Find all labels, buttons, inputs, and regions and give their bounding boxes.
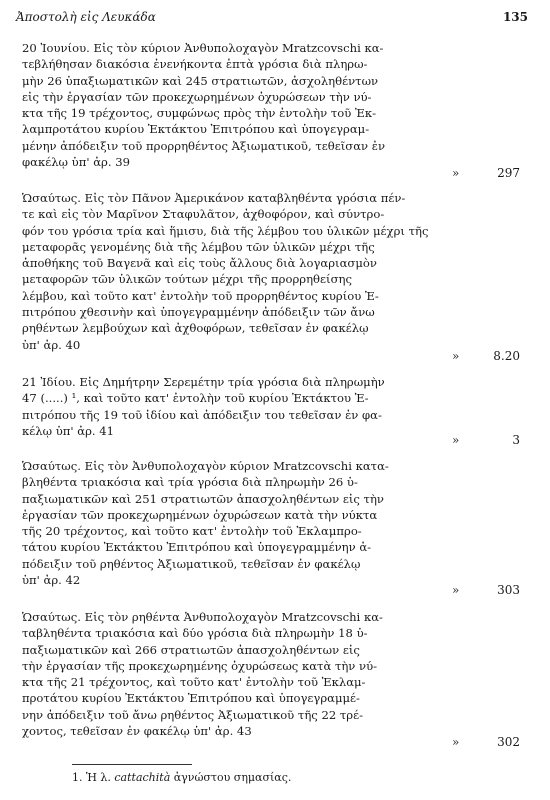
entry-line: χοντος, τεθεῖσαν ἐν φακέλῳ ὑπ' ἀρ. 43 — [22, 724, 252, 739]
entry-line: φακέλῳ ὑπ' ἀρ. 39 — [22, 155, 130, 170]
entry-line: βληθέντα τριακόσια καὶ τρία γρόσια διὰ πληρωμὴν 26 ὑ- — [22, 475, 358, 490]
entry-amount: 8.20 — [493, 349, 520, 363]
entry-line: ταβληθέντα τριακόσια καὶ δύο γρόσια διὰ πληρωμὴν 18 ὑ- — [22, 626, 368, 641]
ditto-mark: » — [452, 349, 460, 363]
entry-line: ἐργασίαν τῶν προκεχωρημένων ὀχυρώσεων κατὰ τὴν νύκτα — [22, 507, 378, 522]
entry-line: ρηθέντων λεμβούχων καὶ ἀχθοφόρων, τεθεῖσαν ἐν φακέλῳ — [22, 321, 369, 336]
entry-line: εἰς τὴν ἐργασίαν τῶν προκεχωρημένων ὀχυρώσεων τὴν νύ- — [22, 89, 372, 104]
ditto-mark: » — [452, 166, 460, 180]
entry-line: ὑπ' ἀρ. 42 — [22, 573, 81, 588]
entry-amount: 302 — [497, 735, 520, 749]
entry-line: μὴν 26 ὑπαξιωματικῶν καὶ 245 στρατιωτῶν, ἀσχοληθέντων — [22, 73, 379, 88]
entry-line: κέλῳ ὑπ' ἀρ. 41 — [22, 423, 115, 438]
entry-line: ἀποθήκης τοῦ Βαγενᾶ καὶ εἰς τοὺς ἄλλους διὰ λογαριασμὸν — [22, 256, 377, 271]
entry-line: τε καὶ εἰς τὸν Μαρῖνον Σταφυλᾶτον, ἀχθοφόρον, καὶ σύντρο- — [22, 207, 385, 222]
entry-line: μεταφορᾶς γενομένης διὰ τῆς λέμβου τῶν ὑλικῶν μέχρι τῆς — [22, 239, 375, 254]
entry-amount: 3 — [512, 433, 520, 447]
page-number: 135 — [502, 10, 528, 24]
entry-line: προτάτου κυρίου Ἐκτάκτου Ἐπιτρόπου καὶ ὑπογεγραμμέ- — [22, 691, 360, 706]
entry-line: 47 (.....) ¹, καὶ τοῦτο κατ' ἐντολὴν τοῦ κυρίου Ἐκτάκτου Ἐ- — [22, 391, 369, 406]
ledger-entry — [22, 458, 432, 588]
entry-amount: 297 — [497, 166, 520, 180]
entry-line: κτα τῆς 19 τρέχοντος, συμφώνως πρὸς τὴν ἐντολὴν τοῦ Ἐκ- — [22, 106, 377, 121]
entry-line: τῆς 20 τρέχοντος, καὶ τοῦτο κατ' ἐντολὴν τοῦ Ἐκλαμπρο- — [22, 524, 362, 539]
footnote-lead: Ἡ λ. — [86, 771, 111, 784]
entry-line: φόν του γρόσια τρία καὶ ἥμισυ, διὰ τῆς λέμβου του ὑλικῶν μέχρι τῆς — [22, 223, 429, 238]
entry-line: λαμπροτάτου κυρίου Ἐκτάκτου Ἐπιτρόπου καὶ ὑπογεγραμ- — [22, 122, 370, 137]
entry-line: πιτρόπου χθεσινὴν καὶ ὑπογεγραμμένην ἀπόδειξιν τῶν ἄνω — [22, 305, 375, 320]
footnote-text: ἀγνώστου σημασίας. — [173, 771, 292, 784]
footnote-marker: 1. — [72, 771, 83, 784]
entry-line: τάτου κυρίου Ἐκτάκτου Ἐπιτρόπου καὶ ὑπογεγραμμένην ἀ- — [22, 540, 372, 555]
entry-line: 20 Ἰουνίου. Εἰς τὸν κύριον Ἀνθυπολοχαγὸν Mratzcovschi κα- — [22, 41, 384, 55]
running-title: Ἀποστολὴ εἰς Λευκάδα — [16, 10, 156, 24]
footnote-term: cattachità — [114, 771, 171, 784]
footnote-rule — [72, 764, 192, 765]
entry-line: νην ἀπόδειξιν τοῦ ἄνω ρηθέντος Ἀξιωματικοῦ τῆς 22 τρέ- — [22, 707, 364, 722]
entry-amount: 303 — [497, 583, 520, 597]
entry-line: μένην ἀπόδειξιν τοῦ προρρηθέντος Ἀξιωματικοῦ, τεθεῖσαν ἐν — [22, 138, 386, 153]
entry-line: τὴν ἐργασίαν τῆς προκεχωρημένης ὀχυρώσεως κατὰ τὴν νύ- — [22, 658, 378, 673]
entry-line: παξιωματικῶν καὶ 251 στρατιωτῶν ἀπασχοληθέντων εἰς τὴν — [22, 491, 384, 506]
ledger-entry — [22, 374, 432, 439]
ledger-entry — [22, 40, 432, 170]
footnote — [72, 771, 291, 784]
entry-line: πόδειξιν τοῦ ρηθέντος Ἀξιωματικοῦ, τεθεῖσαν ἐν φακέλῳ — [22, 556, 361, 571]
entry-line: κτα τῆς 21 τρέχοντος, καὶ τοῦτο κατ' ἐντολὴν τοῦ Ἐκλαμ- — [22, 675, 366, 690]
entry-line: 21 Ἰδίου. Εἰς Δημήτρην Σερεμέτην τρία γρόσια διὰ πληρωμὴν — [22, 375, 385, 389]
ledger-entry — [22, 609, 432, 739]
entry-line: Ὡσαύτως. Εἰς τὸν Ἀνθυπολοχαγὸν κύριον Mratzcovschi κατα- — [22, 459, 389, 473]
entry-line: πιτρόπου τῆς 19 τοῦ ἰδίου καὶ ἀπόδειξιν του τεθεῖσαν ἐν φα- — [22, 407, 382, 422]
ledger-entry — [22, 190, 432, 353]
entry-line: ὑπ' ἀρ. 40 — [22, 337, 81, 352]
entry-line: μεταφορῶν τῶν ὑλικῶν τούτων μέχρι τῆς προρρηθείσης — [22, 272, 352, 287]
entry-line: τεβλήθησαν διακόσια ἐνενήκοντα ἑπτὰ γρόσια διὰ πληρω- — [22, 57, 368, 72]
entry-line: Ὡσαύτως. Εἰς τὸν ρηθέντα Ἀνθυπολοχαγὸν Mratzcovschi κα- — [22, 610, 383, 624]
entry-line: Ὡσαύτως. Εἰς τὸν Πᾶνον Ἀμερικάνον καταβληθέντα γρόσια πέν- — [22, 191, 406, 205]
entry-line: παξιωματικῶν καὶ 266 στρατιωτῶν ἀπασχοληθέντων εἰς — [22, 642, 360, 657]
ditto-mark: » — [452, 735, 460, 749]
ditto-mark: » — [452, 583, 460, 597]
ditto-mark: » — [452, 433, 460, 447]
running-head — [16, 10, 528, 24]
entry-line: λέμβου, καὶ τοῦτο κατ' ἐντολὴν τοῦ προρρηθέντος κυρίου Ἐ- — [22, 288, 379, 303]
